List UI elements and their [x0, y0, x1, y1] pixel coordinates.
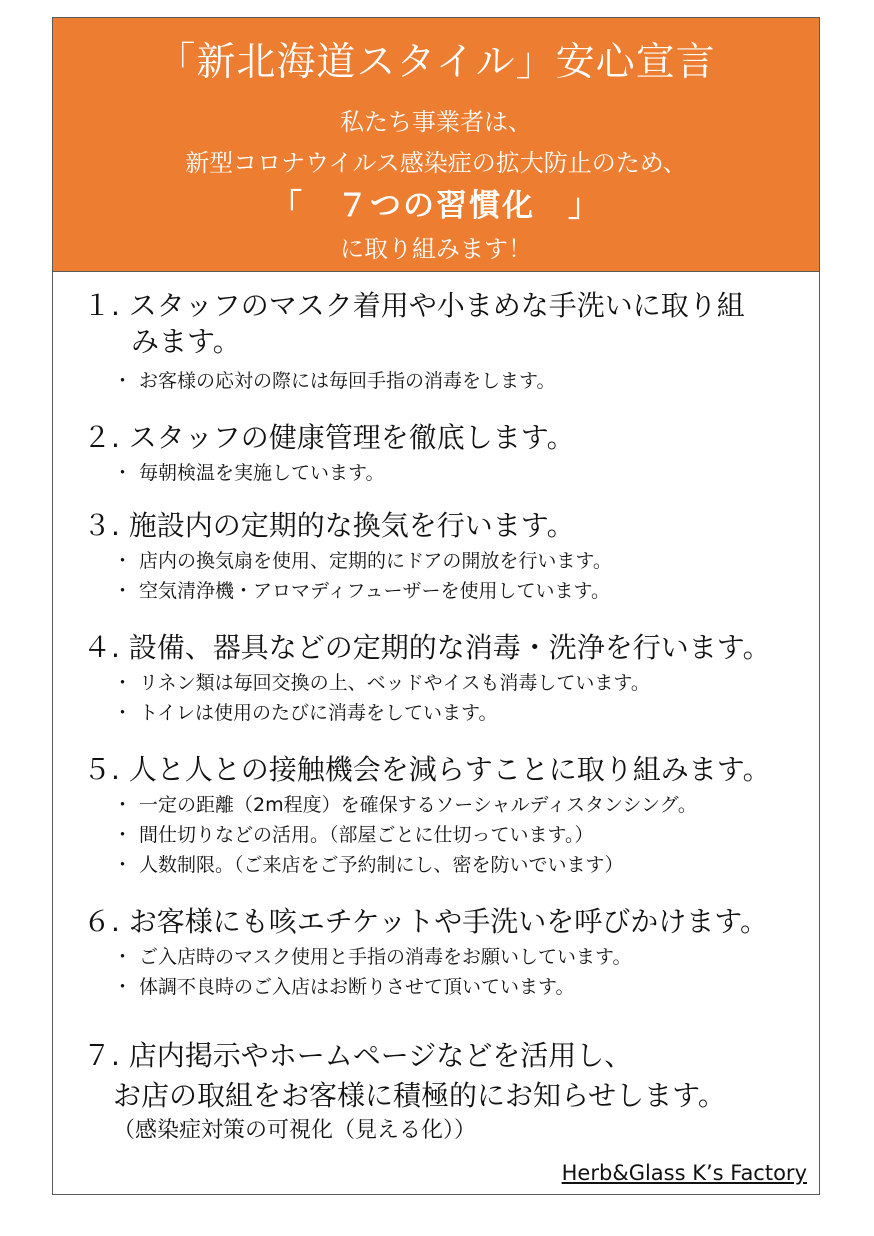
item-5-bullets — [83, 790, 813, 880]
bullet-mark: ・ — [113, 550, 133, 572]
poster-title: 「新北海道スタイル」安心宣言 — [156, 40, 716, 85]
business-name: Herb&Glass K’s Factory — [561, 1161, 807, 1185]
header-banner — [53, 18, 819, 272]
item-7 — [83, 1038, 813, 1146]
bullet — [83, 668, 813, 698]
item-1-bullets — [83, 366, 813, 396]
bullet-mark: ・ — [113, 672, 133, 694]
bullet — [83, 458, 813, 488]
bullet-mark: ・ — [113, 946, 133, 968]
item-6 — [83, 904, 813, 1002]
bullet-mark: ・ — [113, 976, 133, 998]
bullet — [83, 366, 813, 396]
bullet-mark: ・ — [113, 854, 133, 876]
bullet-mark: ・ — [113, 824, 133, 846]
item-2 — [83, 420, 813, 488]
bullet-text: 店内の換気扇を使用、定期的にドアの開放を行います。 — [139, 550, 612, 572]
bullet-text: お客様の応対の際には毎回手指の消毒をします。 — [139, 370, 556, 392]
bullet-text: 間仕切りなどの活用。（部屋ごとに仕切っています。） — [139, 824, 594, 846]
item-2-title: ２. スタッフの健康管理を徹底します。 — [83, 421, 575, 454]
item-7-title-line1: ７. 店内掲示やホームページなどを活用し、 — [83, 1039, 633, 1072]
item-3-title: ３. 施設内の定期的な換気を行います。 — [83, 509, 575, 542]
item-4-bullets — [83, 668, 813, 728]
item-5 — [83, 752, 813, 880]
item-6-title: ６. お客様にも咳エチケットや手洗いを呼びかけます。 — [83, 905, 769, 938]
item-4 — [83, 630, 813, 728]
bullet-mark: ・ — [113, 462, 133, 484]
header-line-1: 私たち事業者は、 — [340, 108, 532, 136]
item-4-title: ４. 設備、器具などの定期的な消毒・洗浄を行います。 — [83, 631, 771, 664]
item-3 — [83, 508, 813, 606]
bullet-text: 空気清浄機・アロマディフューザーを使用しています。 — [139, 580, 611, 602]
bullet-mark: ・ — [113, 580, 133, 602]
item-1-title — [83, 288, 813, 360]
bullet — [83, 820, 813, 850]
bullet-text: 毎朝検温を実施しています。 — [139, 462, 385, 484]
bullet — [83, 790, 813, 820]
item-7-title — [83, 1038, 813, 1114]
bullet-mark: ・ — [113, 370, 133, 392]
bullet-text: 一定の距離（2m程度）を確保するソーシャルディスタンシング。 — [139, 794, 697, 816]
bullet-text: 人数制限。（ご来店をご予約制にし、密を防いでいます） — [139, 854, 624, 876]
item-6-bullets — [83, 942, 813, 1002]
item-7-title-line2: お店の取組をお客様に積極的にお知らせします。 — [113, 1079, 726, 1112]
bullet-text: トイレは使用のたびに消毒をしています。 — [139, 702, 498, 724]
bullet — [83, 698, 813, 728]
poster — [52, 17, 820, 1195]
item-7-note: （感染症対策の可視化（見える化）） — [113, 1118, 477, 1143]
bullet — [83, 942, 813, 972]
bullet — [83, 972, 813, 1002]
bullet — [83, 576, 813, 606]
bullet-text: リネン類は毎回交換の上、ベッドやイスも消毒しています。 — [139, 672, 650, 694]
header-line-2: 新型コロナウイルス感染症の拡大防止のため、 — [185, 149, 687, 177]
item-1-title-line1: １. スタッフのマスク着用や小まめな手洗いに取り組 — [83, 289, 745, 322]
item-2-bullets — [83, 458, 813, 488]
item-5-title: ５. 人と人との接触機会を減らすことに取り組みます。 — [83, 753, 771, 786]
item-1-title-line2: みます。 — [131, 325, 241, 358]
header-line-4: に取り組みます！ — [340, 235, 532, 263]
bullet-mark: ・ — [113, 794, 133, 816]
bullet — [83, 850, 813, 880]
bullet-mark: ・ — [113, 702, 133, 724]
bullet-text: ご入店時のマスク使用と手指の消毒をお願いしています。 — [139, 946, 632, 968]
header-highlight: 「 ７つの習慣化 」 — [271, 188, 601, 224]
item-1 — [83, 288, 813, 396]
bullet — [83, 546, 813, 576]
item-3-bullets — [83, 546, 813, 606]
bullet-text: 体調不良時のご入店はお断りさせて頂いています。 — [139, 976, 575, 998]
